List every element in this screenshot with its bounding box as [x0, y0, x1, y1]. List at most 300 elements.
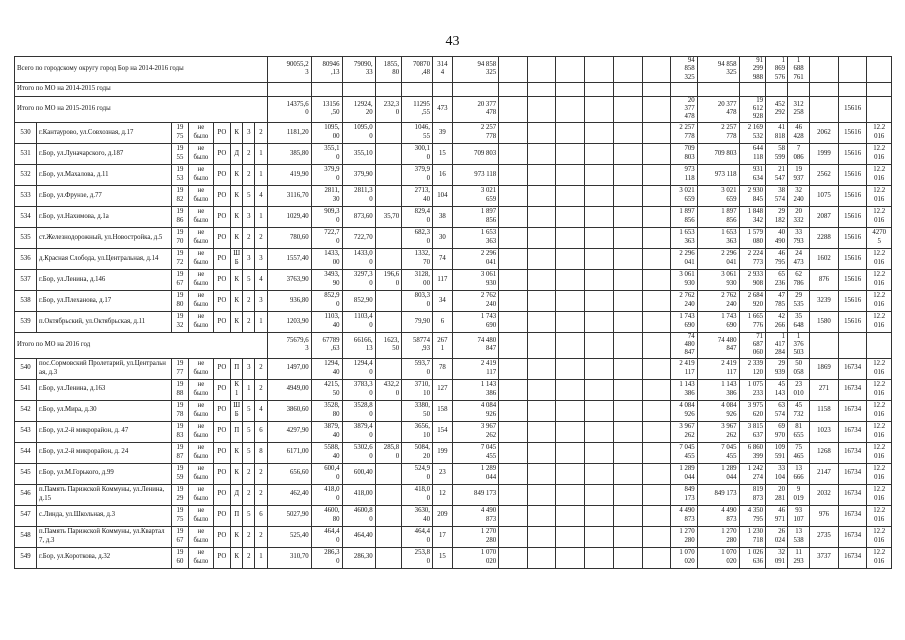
table-cell: 1 075 233: [739, 379, 765, 400]
table-cell: 4 084 926: [452, 400, 498, 421]
table-cell: 464,40: [342, 526, 375, 547]
table-cell: 7 045 455: [671, 442, 697, 463]
table-cell: [556, 526, 585, 547]
table-cell: [585, 484, 614, 505]
table-cell: 3 021 659: [452, 185, 498, 206]
table-cell: 26 024: [766, 526, 788, 547]
table-cell: 3239: [810, 290, 839, 311]
table-cell: [642, 463, 671, 484]
table-cell: [375, 484, 401, 505]
table-cell: К: [231, 526, 243, 547]
table-cell: 45 143: [766, 379, 788, 400]
table-cell: РО: [213, 400, 231, 421]
table-cell: [810, 82, 839, 96]
section-heading-row: [15, 82, 892, 96]
table-cell: 1: [255, 311, 267, 332]
table-cell: 1095,0 0: [342, 122, 375, 143]
table-cell: [556, 96, 585, 122]
table-cell: 3 975 620: [739, 400, 765, 421]
table-cell: [499, 57, 528, 83]
table-cell: 3783,3 0: [342, 379, 375, 400]
table-cell: [527, 311, 556, 332]
table-cell: [810, 332, 839, 358]
table-cell: 8: [255, 442, 267, 463]
table-cell: 1268: [810, 442, 839, 463]
table-cell: 4600,8 0: [342, 505, 375, 526]
table-cell: 418,0 0: [402, 484, 433, 505]
table-cell: 20 281: [766, 484, 788, 505]
table-cell: 5: [243, 505, 255, 526]
table-cell: 209: [432, 505, 452, 526]
table-cell: 19 53: [171, 164, 189, 185]
address-cell: п.Память Парижской Коммуны, ул.Квартал 7, д.3: [37, 526, 172, 547]
row-number: 546: [15, 484, 37, 505]
address-cell: г.Бор, ул.2-й микрорайон, д. 47: [37, 421, 172, 442]
table-cell: 5: [243, 269, 255, 290]
table-cell: 2: [243, 311, 255, 332]
table-cell: 12924, 20: [342, 96, 375, 122]
table-cell: 2: [255, 463, 267, 484]
table-cell: 3128, 00: [402, 269, 433, 290]
table-cell: [556, 311, 585, 332]
table-cell: не было: [189, 526, 213, 547]
section-heading: Итого по МО на 2014-2015 годы: [15, 82, 268, 96]
table-cell: 656,60: [267, 463, 311, 484]
table-cell: 24 473: [788, 248, 810, 269]
row-number: 532: [15, 164, 37, 185]
table-cell: 2 419 117: [452, 358, 498, 379]
table-cell: [499, 400, 528, 421]
table-cell: [527, 82, 556, 96]
table-cell: 12.2 016: [867, 421, 892, 442]
table-cell: [499, 164, 528, 185]
table-cell: [585, 248, 614, 269]
table-cell: 976: [810, 505, 839, 526]
table-cell: 682,3 0: [402, 227, 433, 248]
table-cell: [642, 269, 671, 290]
table-cell: 385,80: [267, 143, 311, 164]
table-cell: 69 970: [766, 421, 788, 442]
table-cell: 2 419 117: [671, 358, 697, 379]
table-cell: [375, 290, 401, 311]
table-cell: [499, 358, 528, 379]
table-cell: не было: [189, 311, 213, 332]
table-row: [15, 164, 892, 185]
table-cell: [556, 206, 585, 227]
table-cell: [527, 57, 556, 83]
table-cell: 1 665 776: [739, 311, 765, 332]
table-cell: [739, 82, 765, 96]
table-cell: [556, 442, 585, 463]
table-row: [15, 526, 892, 547]
table-cell: 2087: [810, 206, 839, 227]
row-number: 547: [15, 505, 37, 526]
table-cell: К: [231, 463, 243, 484]
table-cell: [556, 143, 585, 164]
table-cell: 6 860 399: [739, 442, 765, 463]
row-number: 531: [15, 143, 37, 164]
table-cell: [556, 185, 585, 206]
table-cell: 418,0 0: [311, 484, 342, 505]
table-cell: [499, 227, 528, 248]
table-row: [15, 421, 892, 442]
table-cell: 11295 ,55: [402, 96, 433, 122]
table-cell: 29 182: [766, 206, 788, 227]
table-cell: [527, 206, 556, 227]
table-cell: 418,00: [342, 484, 375, 505]
table-cell: [585, 290, 614, 311]
table-cell: 2 933 908: [739, 269, 765, 290]
table-cell: [527, 332, 556, 358]
table-cell: 232,3 0: [375, 96, 401, 122]
table-cell: [556, 379, 585, 400]
table-cell: РО: [213, 421, 231, 442]
table-cell: 1: [255, 164, 267, 185]
table-cell: [642, 290, 671, 311]
table-cell: 3656, 10: [402, 421, 433, 442]
table-cell: 1029,40: [267, 206, 311, 227]
table-cell: [556, 463, 585, 484]
table-cell: 709 803: [452, 143, 498, 164]
table-cell: [499, 122, 528, 143]
table-cell: 19 78: [171, 400, 189, 421]
table-cell: 45 732: [788, 400, 810, 421]
table-cell: 780,60: [267, 227, 311, 248]
address-cell: г.Бор, ул.Мира, д.30: [37, 400, 172, 421]
table-row: [15, 379, 892, 400]
table-cell: 2562: [810, 164, 839, 185]
table-cell: 15616: [838, 248, 867, 269]
table-cell: 20 332: [788, 206, 810, 227]
table-cell: РО: [213, 269, 231, 290]
table-cell: [585, 57, 614, 83]
table-cell: 1557,40: [267, 248, 311, 269]
table-cell: 1: [243, 379, 255, 400]
table-cell: 464,4 0: [311, 526, 342, 547]
table-cell: 19 60: [171, 547, 189, 568]
table-cell: [499, 421, 528, 442]
table-cell: [499, 82, 528, 96]
table-cell: [867, 332, 892, 358]
table-cell: [613, 547, 642, 568]
table-cell: 849 173: [452, 484, 498, 505]
table-cell: РО: [213, 547, 231, 568]
table-cell: 13 538: [788, 526, 810, 547]
table-cell: [527, 96, 556, 122]
table-row: [15, 358, 892, 379]
table-cell: [642, 311, 671, 332]
table-cell: 12.2 016: [867, 164, 892, 185]
table-cell: [556, 57, 585, 83]
table-cell: [311, 82, 342, 96]
table-cell: 34: [432, 290, 452, 311]
table-cell: 1 289 044: [452, 463, 498, 484]
table-cell: 12.2 016: [867, 143, 892, 164]
row-number: 544: [15, 442, 37, 463]
table-cell: 2062: [810, 122, 839, 143]
table-cell: 19 75: [171, 122, 189, 143]
table-cell: 3493, 90: [311, 269, 342, 290]
table-cell: 15616: [838, 96, 867, 122]
table-cell: [613, 227, 642, 248]
table-cell: 5: [243, 442, 255, 463]
address-cell: п.Октябрьский, ул.Октябрьская, д.11: [37, 311, 172, 332]
table-cell: [556, 421, 585, 442]
table-cell: 12.2 016: [867, 290, 892, 311]
table-cell: 709 803: [671, 143, 697, 164]
table-cell: К: [231, 311, 243, 332]
table-cell: 379,9 0: [402, 164, 433, 185]
table-cell: [375, 400, 401, 421]
table-cell: К: [231, 164, 243, 185]
page-number: 43: [445, 34, 460, 49]
table-cell: [642, 358, 671, 379]
table-cell: [585, 122, 614, 143]
table-cell: не было: [189, 421, 213, 442]
table-cell: [585, 358, 614, 379]
table-cell: 20 377 478: [671, 96, 697, 122]
table-cell: 1497,00: [267, 358, 311, 379]
table-cell: [585, 379, 614, 400]
table-cell: 16734: [838, 442, 867, 463]
table-row: [15, 290, 892, 311]
table-cell: П: [231, 505, 243, 526]
table-cell: [499, 442, 528, 463]
table-cell: [642, 484, 671, 505]
table-cell: 196,6 0: [375, 269, 401, 290]
address-cell: г.Бор, ул.Махалова, д.11: [37, 164, 172, 185]
table-cell: 19 937: [788, 164, 810, 185]
total-row: [15, 96, 892, 122]
table-cell: 12.2 016: [867, 311, 892, 332]
table-cell: 1433,0 0: [342, 248, 375, 269]
table-cell: 3528, 80: [311, 400, 342, 421]
table-cell: не было: [189, 164, 213, 185]
total-label: Итого по МО на 2016 год: [15, 332, 268, 358]
table-cell: [613, 290, 642, 311]
table-cell: [613, 82, 642, 96]
table-cell: 16734: [838, 379, 867, 400]
table-cell: 1 242 274: [739, 463, 765, 484]
table-cell: 2811, 30: [311, 185, 342, 206]
table-cell: РО: [213, 248, 231, 269]
table-cell: не было: [189, 290, 213, 311]
table-cell: [642, 442, 671, 463]
table-cell: 20 377 478: [452, 96, 498, 122]
table-cell: [375, 227, 401, 248]
table-cell: К: [231, 185, 243, 206]
table-cell: [613, 505, 642, 526]
table-cell: 74: [432, 248, 452, 269]
table-cell: 74 480 847: [452, 332, 498, 358]
table-cell: 40 490: [766, 227, 788, 248]
table-cell: [499, 526, 528, 547]
table-cell: [613, 164, 642, 185]
table-cell: 973 118: [671, 164, 697, 185]
table-cell: [613, 379, 642, 400]
address-cell: п.Память Парижской Коммуны, ул.Ленина, д.15: [37, 484, 172, 505]
table-cell: 6: [255, 421, 267, 442]
table-cell: [527, 463, 556, 484]
table-cell: 4 490 873: [452, 505, 498, 526]
table-cell: 2: [243, 484, 255, 505]
table-cell: 3 061 930: [452, 269, 498, 290]
row-number: 536: [15, 248, 37, 269]
table-cell: 12.2 016: [867, 358, 892, 379]
table-cell: 1 743 690: [671, 311, 697, 332]
table-cell: 16734: [838, 421, 867, 442]
table-cell: [585, 311, 614, 332]
table-cell: 852,90: [342, 290, 375, 311]
table-cell: 19 77: [171, 358, 189, 379]
table-cell: [527, 290, 556, 311]
table-cell: 15616: [838, 164, 867, 185]
table-cell: 4 490 873: [697, 505, 739, 526]
table-cell: 644 118: [739, 143, 765, 164]
table-cell: 12.2 016: [867, 379, 892, 400]
table-cell: 2 257 778: [671, 122, 697, 143]
table-cell: [499, 269, 528, 290]
table-cell: 23: [432, 463, 452, 484]
table-cell: не было: [189, 484, 213, 505]
table-cell: не было: [189, 463, 213, 484]
address-cell: г.Бор, ул.М.Горького, д.99: [37, 463, 172, 484]
table-cell: 7 045 455: [452, 442, 498, 463]
table-cell: 300,1 0: [402, 143, 433, 164]
row-number: 537: [15, 269, 37, 290]
table-cell: 2: [255, 484, 267, 505]
table-cell: [642, 206, 671, 227]
table-cell: 285,8 0: [375, 442, 401, 463]
table-cell: 849 173: [671, 484, 697, 505]
table-cell: 3 061 930: [671, 269, 697, 290]
table-cell: 432,2 0: [375, 379, 401, 400]
table-cell: 15616: [838, 290, 867, 311]
table-cell: [556, 358, 585, 379]
table-cell: К 1: [231, 379, 243, 400]
table-cell: 80946 ,13: [311, 57, 342, 83]
table-cell: 1 070 020: [452, 547, 498, 568]
table-cell: [527, 547, 556, 568]
row-number: 535: [15, 227, 37, 248]
row-number: 543: [15, 421, 37, 442]
table-cell: 3710, 10: [402, 379, 433, 400]
table-cell: 876: [810, 269, 839, 290]
table-cell: 7 045 455: [697, 442, 739, 463]
table-cell: [585, 96, 614, 122]
table-cell: 1103,4 0: [342, 311, 375, 332]
table-cell: К: [231, 206, 243, 227]
table-cell: 74 480 847: [671, 332, 697, 358]
table-cell: 17: [432, 526, 452, 547]
table-cell: 1623, 50: [375, 332, 401, 358]
table-cell: 7 086: [788, 143, 810, 164]
table-cell: [499, 290, 528, 311]
table-cell: 70870 ,48: [402, 57, 433, 83]
table-cell: 1 743 690: [452, 311, 498, 332]
address-cell: г.Бор, ул.Луначарского, д.187: [37, 143, 172, 164]
table-cell: 3 021 659: [697, 185, 739, 206]
table-cell: 117: [432, 269, 452, 290]
table-cell: [613, 248, 642, 269]
table-cell: 5: [243, 421, 255, 442]
table-cell: 4949,00: [267, 379, 311, 400]
table-cell: 46 795: [766, 248, 788, 269]
table-cell: 1 270 280: [697, 526, 739, 547]
table-cell: 19 72: [171, 248, 189, 269]
table-cell: 2: [243, 547, 255, 568]
table-cell: [838, 332, 867, 358]
table-cell: [766, 82, 788, 96]
table-cell: 5302,6 0: [342, 442, 375, 463]
table-cell: РО: [213, 358, 231, 379]
table-cell: РО: [213, 227, 231, 248]
table-cell: 1103, 40: [311, 311, 342, 332]
table-cell: РО: [213, 311, 231, 332]
table-cell: [838, 57, 867, 83]
table-cell: 2 257 778: [452, 122, 498, 143]
table-cell: 104: [432, 185, 452, 206]
table-cell: 3297,3 0: [342, 269, 375, 290]
table-row: [15, 122, 892, 143]
table-cell: [642, 547, 671, 568]
table-cell: [527, 122, 556, 143]
table-cell: 32 240: [788, 185, 810, 206]
table-cell: [642, 332, 671, 358]
table-cell: 2 257 778: [697, 122, 739, 143]
address-cell: г.Бор, ул.Короткова, д.32: [37, 547, 172, 568]
table-cell: 19 80: [171, 290, 189, 311]
table-cell: не было: [189, 143, 213, 164]
table-row: [15, 463, 892, 484]
table-cell: [375, 143, 401, 164]
table-cell: не было: [189, 269, 213, 290]
table-cell: [585, 206, 614, 227]
table-cell: [499, 206, 528, 227]
table-cell: 452 292: [766, 96, 788, 122]
table-cell: 75 465: [788, 442, 810, 463]
table-cell: 909,3 0: [311, 206, 342, 227]
table-row: [15, 248, 892, 269]
table-cell: 12.2 016: [867, 122, 892, 143]
table-cell: 19 612 928: [739, 96, 765, 122]
table-cell: 1433, 00: [311, 248, 342, 269]
table-cell: 1 289 044: [671, 463, 697, 484]
table-cell: 58 599: [766, 143, 788, 164]
table-cell: [642, 227, 671, 248]
table-cell: РО: [213, 526, 231, 547]
table-cell: 5588, 40: [311, 442, 342, 463]
table-cell: 4 490 873: [671, 505, 697, 526]
table-cell: 15616: [838, 311, 867, 332]
table-cell: 33 104: [766, 463, 788, 484]
table-cell: 2: [255, 227, 267, 248]
table-cell: 5027,90: [267, 505, 311, 526]
table-cell: [585, 164, 614, 185]
table-cell: [527, 185, 556, 206]
row-number: 530: [15, 122, 37, 143]
table-row: [15, 143, 892, 164]
table-cell: 29 939: [766, 358, 788, 379]
table-cell: [556, 505, 585, 526]
table-cell: К: [231, 442, 243, 463]
table-cell: 19 75: [171, 505, 189, 526]
table-cell: [375, 164, 401, 185]
table-cell: [642, 164, 671, 185]
table-row: [15, 185, 892, 206]
table-cell: 3: [243, 358, 255, 379]
table-cell: 286,3 0: [311, 547, 342, 568]
